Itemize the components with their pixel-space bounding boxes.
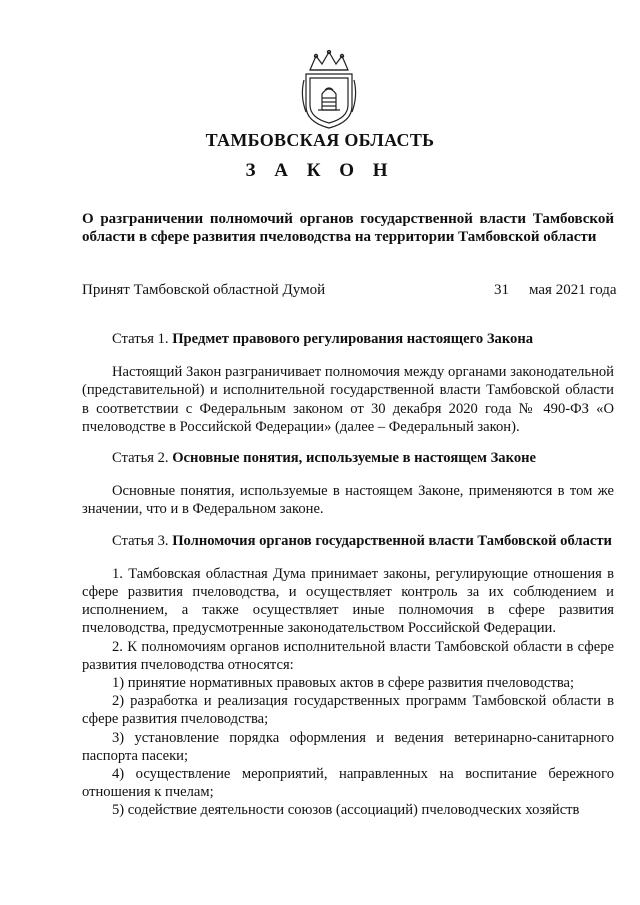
adoption-month-year: мая 2021 года: [529, 282, 617, 298]
law-body: [82, 330, 614, 820]
article-2-paragraph: Основные понятия, используемые в настоящем Законе, применяются в том же значении, что и в Федеральном законе.: [82, 483, 614, 518]
article-3-item-1: 1) принятие нормативных правовых актов в сфере развития пчеловодства;: [112, 675, 575, 692]
law-title: О разграничении полномочий органов государственной власти Тамбовской области в сфере развития пчеловодства на территории Тамбовской области: [82, 211, 614, 245]
article-1-paragraph: Настоящий Закон разграничивает полномочия между органами законодательной (представительной) и исполнительной государственной власти Тамбовской области в соответствии с Федеральным законом от 30 декабря 2020 года № 490-ФЗ «О пчеловодстве в Российской Федерации» (далее – Федеральный закон).: [82, 364, 614, 435]
article-3-item-4: 4) осуществление мероприятий, направленных на воспитание бережного отношения к пчелам;: [82, 766, 614, 801]
adoption-day: 31: [494, 282, 509, 298]
document-type: З А К О Н: [245, 160, 395, 181]
article-2-heading: Статья 2. Основные понятия, используемые в настоящем Законе: [112, 450, 536, 467]
coat-of-arms-icon: [298, 50, 360, 130]
region-name: ТАМБОВСКАЯ ОБЛАСТЬ: [205, 130, 435, 150]
article-3-item-3: 3) установление порядка оформления и ведения ветеринарно-санитарного паспорта пасеки;: [82, 729, 614, 764]
adopted-by: Принят Тамбовской областной Думой: [82, 282, 326, 298]
article-3-heading: Статья 3. Полномочия органов государственной власти Тамбовской области: [112, 532, 612, 549]
article-3-paragraph-2: 2. К полномочиям органов исполнительной власти Тамбовской области в сфере развития пчеловодства относятся:: [82, 638, 614, 673]
article-3-paragraph-1: 1. Тамбовская областная Дума принимает законы, регулирующие отношения в сфере развития пчеловодства, и осуществляет контроль за их соблюдением и исполнением, а также осуществляет иные полномочия в сфере развития пчеловодства, предусмотренные законодательством Российской Федерации.: [82, 565, 614, 637]
article-3-item-2: 2) разработка и реализация государственных программ Тамбовской области в сфере развития пчеловодства;: [82, 693, 614, 728]
article-1-heading: Статья 1. Предмет правового регулирования настоящего Закона: [112, 331, 534, 347]
article-3-item-5: 5) содействие деятельности союзов (ассоциаций) пчеловодческих хозяйств: [112, 802, 580, 819]
